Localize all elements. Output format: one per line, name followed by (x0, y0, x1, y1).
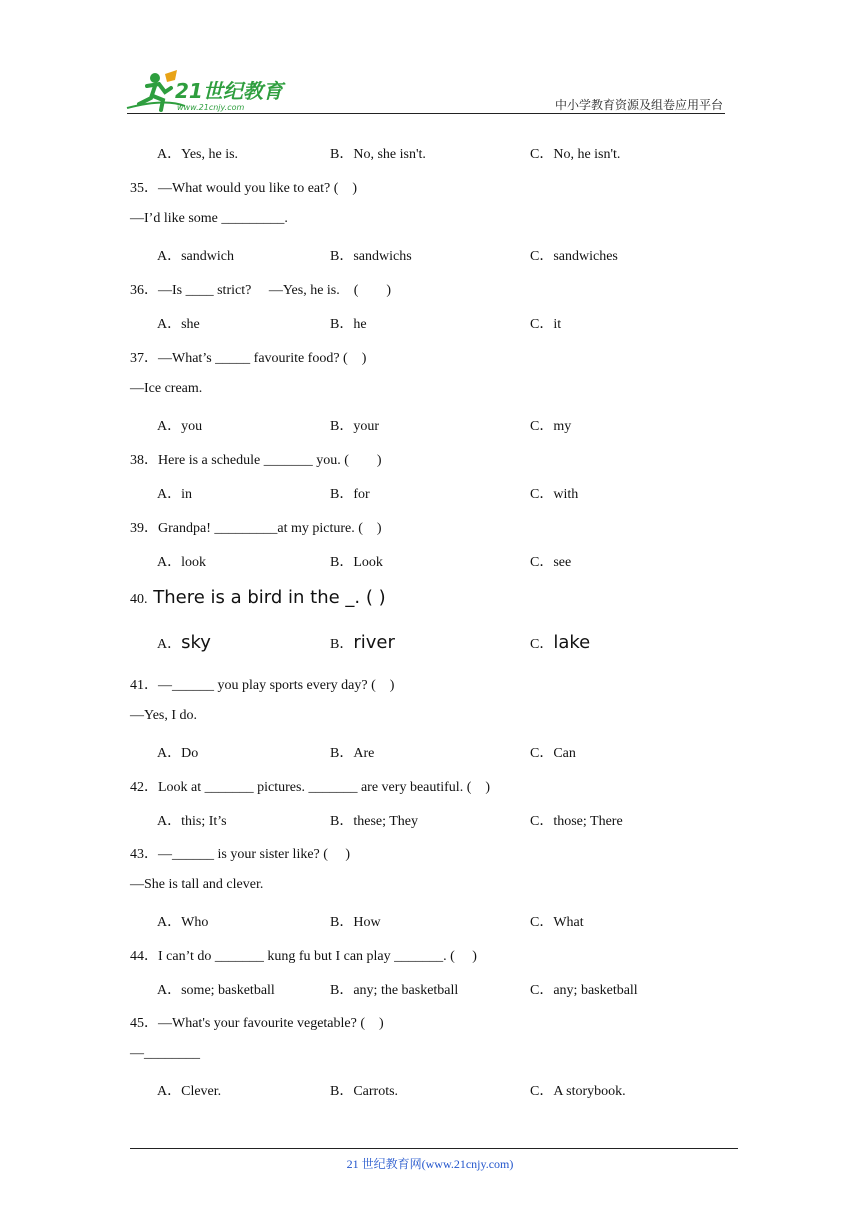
option-a: A．sky (157, 632, 211, 653)
option-c: C．sandwiches (530, 249, 618, 264)
logo-url: www.21cnjy.com (177, 103, 245, 112)
option-c: C．any; basketball (530, 983, 638, 998)
option-a: A．in (157, 487, 192, 502)
option-b: B．he (330, 317, 367, 332)
question-line: —Ice cream. (130, 381, 203, 396)
footer-divider (130, 1148, 738, 1149)
option-a: A．Clever. (157, 1084, 222, 1099)
footer-text: 21 世纪教育网(www.21cnjy.com) (346, 1157, 514, 1171)
option-c: C．see (530, 555, 572, 570)
option-b: B．Are (330, 746, 375, 761)
option-b: B．Look (330, 555, 383, 570)
option-c: C．those; There (530, 814, 623, 829)
question-line: 42．Look at _______ pictures. _______ are very beautiful. ( ) (130, 780, 491, 795)
page-header (0, 0, 860, 120)
question-line: 43．—______ is your sister like? ( ) (130, 847, 351, 862)
option-a: A．Do (157, 746, 199, 761)
option-b: B．your (330, 419, 379, 434)
question-line: 44．I can’t do _______ kung fu but I can play _______. ( ) (130, 949, 477, 964)
option-a: A．some; basketball (157, 983, 275, 998)
option-a: A．Who (157, 915, 209, 930)
header-divider (127, 113, 725, 114)
question-line: —I’d like some _________. (130, 211, 288, 226)
question-line: —She is tall and clever. (130, 877, 264, 892)
option-a: A．she (157, 317, 200, 332)
option-a: A．look (157, 555, 206, 570)
question-line: 36．—Is ____ strict? —Yes, he is. ( ) (130, 283, 392, 298)
option-c: C．my (530, 419, 572, 434)
option-b: B．How (330, 915, 381, 930)
option-b: B．these; They (330, 814, 419, 829)
platform-title: 中小学教育资源及组卷应用平台 (554, 98, 723, 112)
logo-text: 21世纪教育 (175, 79, 283, 103)
question-line: —________ (130, 1046, 200, 1061)
option-c: C．What (530, 915, 584, 930)
option-b: B．Carrots. (330, 1084, 399, 1099)
option-c: C．with (530, 487, 579, 502)
option-a: A．sandwich (157, 249, 234, 264)
question-line: 37．—What’s _____ favourite food? ( ) (130, 351, 367, 366)
question-line: —Yes, I do. (130, 708, 198, 723)
option-b: B．for (330, 487, 370, 502)
option-a: A．this; It’s (157, 814, 227, 829)
question-line: 35．—What would you like to eat? ( ) (130, 181, 358, 196)
option-c: C．lake (530, 632, 591, 653)
question-line: 45．—What's your favourite vegetable? ( ) (130, 1016, 384, 1031)
option-c: C．A storybook. (530, 1084, 626, 1099)
question-line: 38．Here is a schedule _______ you. ( ) (130, 453, 382, 468)
option-c: C．No, he isn't. (530, 147, 621, 162)
question-line: 41．—______ you play sports every day? ( ) (130, 678, 395, 693)
option-c: C．it (530, 317, 562, 332)
option-b: B．sandwichs (330, 249, 412, 264)
option-a: A．Yes, he is. (157, 147, 239, 162)
option-b: B．No, she isn't. (330, 147, 426, 162)
logo (125, 68, 300, 116)
question-line: 39．Grandpa! _________at my picture. ( ) (130, 521, 382, 536)
option-b: B．river (330, 632, 395, 653)
question-40-text: 40. There is a bird in the _. ( ) (130, 587, 386, 608)
option-a: A．you (157, 419, 203, 434)
option-c: C．Can (530, 746, 576, 761)
option-b: B．any; the basketball (330, 983, 459, 998)
